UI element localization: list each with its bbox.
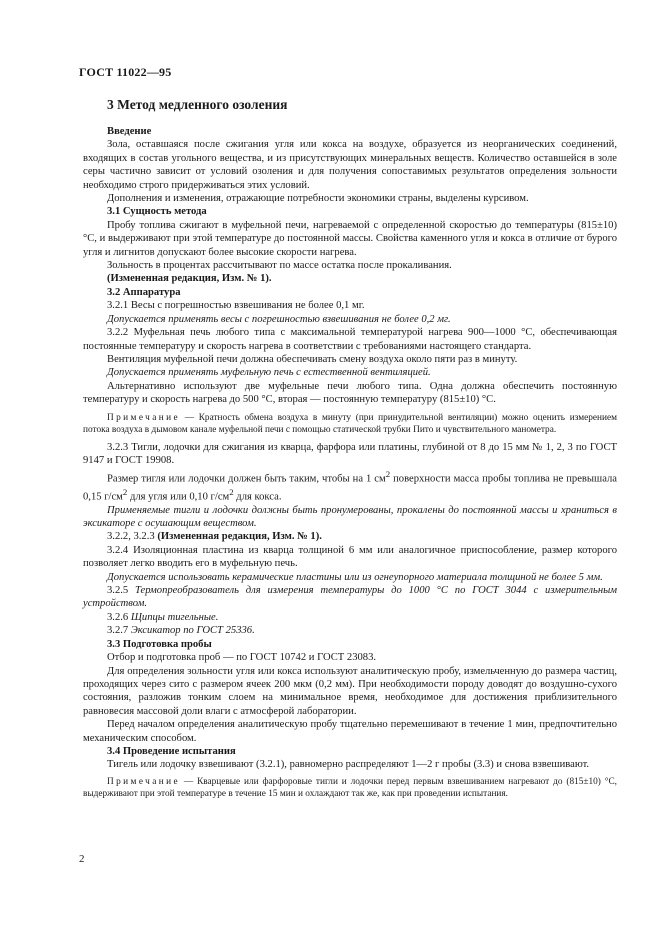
subsection-3-4-heading: 3.4 Проведение испытания (107, 745, 236, 757)
item-3-2-6-text: Щипцы тигельные. (130, 611, 219, 623)
item-3-2-4-addition: Допускается использовать керамические пластины или из огнеупорного материала толщиной не более 5 мм. (107, 571, 603, 583)
section-title: 3 Метод медленного озоления (107, 97, 288, 112)
analytical-sample-paragraph: Для определения зольности угля или кокса используют аналитическую пробу, измельченную до размера частиц, проходящих через сито с размером ячеек 200 мкм (0,2 мм). При необходимости породу доводят до воздушно-сухого состояния, разложив тонким слоем на минимальное время, необходимое для достижения приблизительного равновесия массовой доли влаги с атмосферой лаборатории. (83, 665, 617, 717)
ventilation-addition: Допускается применять муфельную печь с естественной вентиляцией. (107, 367, 431, 379)
crucible-size-text-a: Размер тигля или лодочки должен быть таким, чтобы на 1 см (107, 473, 386, 485)
crucible-size-paragraph (83, 468, 617, 504)
page-number: 2 (79, 853, 85, 865)
subsection-3-2-heading: 3.2 Аппаратура (107, 286, 181, 298)
item-3-2-1: 3.2.1 Весы с погрешностью взвешивания не более 0,1 мг. (107, 300, 365, 312)
method-essence-paragraph: Пробу топлива сжигают в муфельной печи, нагреваемой с определенной скоростью до температуры (815±10) °С, и выдерживают при этой температуре до постоянной массы. Свойства каменного угля и кокса в отличие от бурого угля и лигнитов допускают более высокие скорости нагрева. (83, 219, 617, 258)
crucible-size-text-b: поверхности масса пробы топлива не превышала 0,15 г/см (83, 473, 617, 503)
intro-additions-paragraph: Дополнения и изменения, отражающие потребности экономики страны, выделены курсивом. (107, 193, 529, 205)
amendment-note: (Измененная редакция, Изм. № 1). (107, 273, 272, 285)
weighing-paragraph: Тигель или лодочку взвешивают (3.2.1), равномерно распределяют 1—2 г пробы (3.3) и снова взвешивают. (107, 759, 590, 771)
amendment-items: 3.2.2, 3.2.3 (107, 531, 158, 543)
intro-paragraph: Зола, оставшаяся после сжигания угля или кокса на воздухе, образуется из неорганических соединений, входящих в состав угольного вещества, и из присутствующих минеральных веществ. Количество оставшейся в золе серы частично зависит от условий озоления и для получения сопоставимых результатов определения зольности необходимо строго придерживаться этих условий. (83, 139, 617, 191)
note-crucible-preheat (83, 776, 617, 800)
item-number: 3.2.6 (107, 611, 131, 623)
item-3-2-7-text: Эксикатор по ГОСТ 25336. (130, 625, 255, 637)
item-number: 3.2.7 (107, 625, 131, 637)
page-content (83, 96, 617, 800)
subsection-3-3-heading: 3.3 Подготовка пробы (107, 638, 212, 650)
crucible-size-text-c: для угля или 0,10 г/см (127, 491, 230, 503)
item-3-2-4: 3.2.4 Изоляционная пластина из кварца толщиной 6 мм или аналогичное приспособление, размер которого позволяет легко вводить его в муфельную печь. (83, 544, 617, 570)
note-text: — Кратность обмена воздуха в минуту (при принудительной вентиляции) можно оценить измерением потока воздуха в дымовом канале муфельной печи с помощью статической трубки Пито и чувствительного манометра. (83, 412, 618, 435)
item-number: 3.2.5 (107, 585, 136, 597)
note-air-exchange (83, 412, 617, 436)
subsection-3-1-heading: 3.1 Сущность метода (107, 206, 207, 218)
item-3-2-7 (83, 624, 617, 637)
note-label: Примечание (107, 412, 180, 423)
ash-calculation-paragraph: Зольность в процентах рассчитывают по массе остатка после прокаливания. (107, 260, 452, 272)
amendment-3-2-2-3-2-3 (83, 530, 617, 543)
item-3-2-1-addition: Допускается применять весы с погрешностью взвешивания не более 0,2 мг. (107, 313, 451, 325)
crucible-size-text-d: для кокса. (233, 491, 282, 503)
item-3-2-2: 3.2.2 Муфельная печь любого типа с максимальной температурой нагрева 900—1000 °С, обеспечивающая постоянные температуру и скорость нагрева в соответствии с требованиями настоящего стандарта. (83, 327, 617, 352)
sampling-paragraph: Отбор и подготовка проб — по ГОСТ 10742 и ГОСТ 23083. (107, 652, 377, 664)
note-label: Примечание (107, 776, 180, 787)
crucible-addition: Применяемые тигли и лодочки должны быть пронумерованы, прокалены до постоянной массы и храниться в эксикаторе с осушающим веществом. (83, 504, 617, 530)
item-3-2-3: 3.2.3 Тигли, лодочки для сжигания из кварца, фарфора или платины, глубиной от 8 до 15 мм № 1, 2, 3 по ГОСТ 9147 и ГОСТ 19908. (83, 441, 617, 467)
standard-code-header: ГОСТ 11022—95 (79, 65, 172, 79)
item-3-2-6 (83, 611, 617, 624)
item-3-2-5 (83, 584, 617, 611)
superscript: 2 (229, 486, 234, 497)
alternative-furnaces-paragraph: Альтернативно используют две муфельные печи любого типа. Одна должна обеспечить постоянную температуру и скорость нагрева до 500 °С, вторая — постоянную температуру (815±10) °С. (83, 380, 617, 406)
intro-heading: Введение (107, 126, 152, 137)
mixing-paragraph: Перед началом определения аналитическую пробу тщательно перемешивают в течение 1 мин, предпочтительно механическим способом. (83, 719, 617, 744)
superscript: 2 (385, 468, 391, 479)
item-3-2-5-text: Термопреобразователь для измерения температуры до 1000 °С по ГОСТ 3044 с измерительным устройством. (83, 585, 618, 610)
ventilation-paragraph: Вентиляция муфельной печи должна обеспечивать смену воздуха около пяти раз в минуту. (107, 353, 518, 365)
amendment-label: (Измененная редакция, Изм. № 1). (157, 531, 322, 543)
superscript: 2 (122, 486, 128, 497)
note-text: — Кварцевые или фарфоровые тигли и лодочки перед первым взвешиванием нагревают до (815±10) °С, выдерживают при этой температуре в течение 15 мин и охлаждают так же, как при проведении испытания. (83, 776, 617, 799)
